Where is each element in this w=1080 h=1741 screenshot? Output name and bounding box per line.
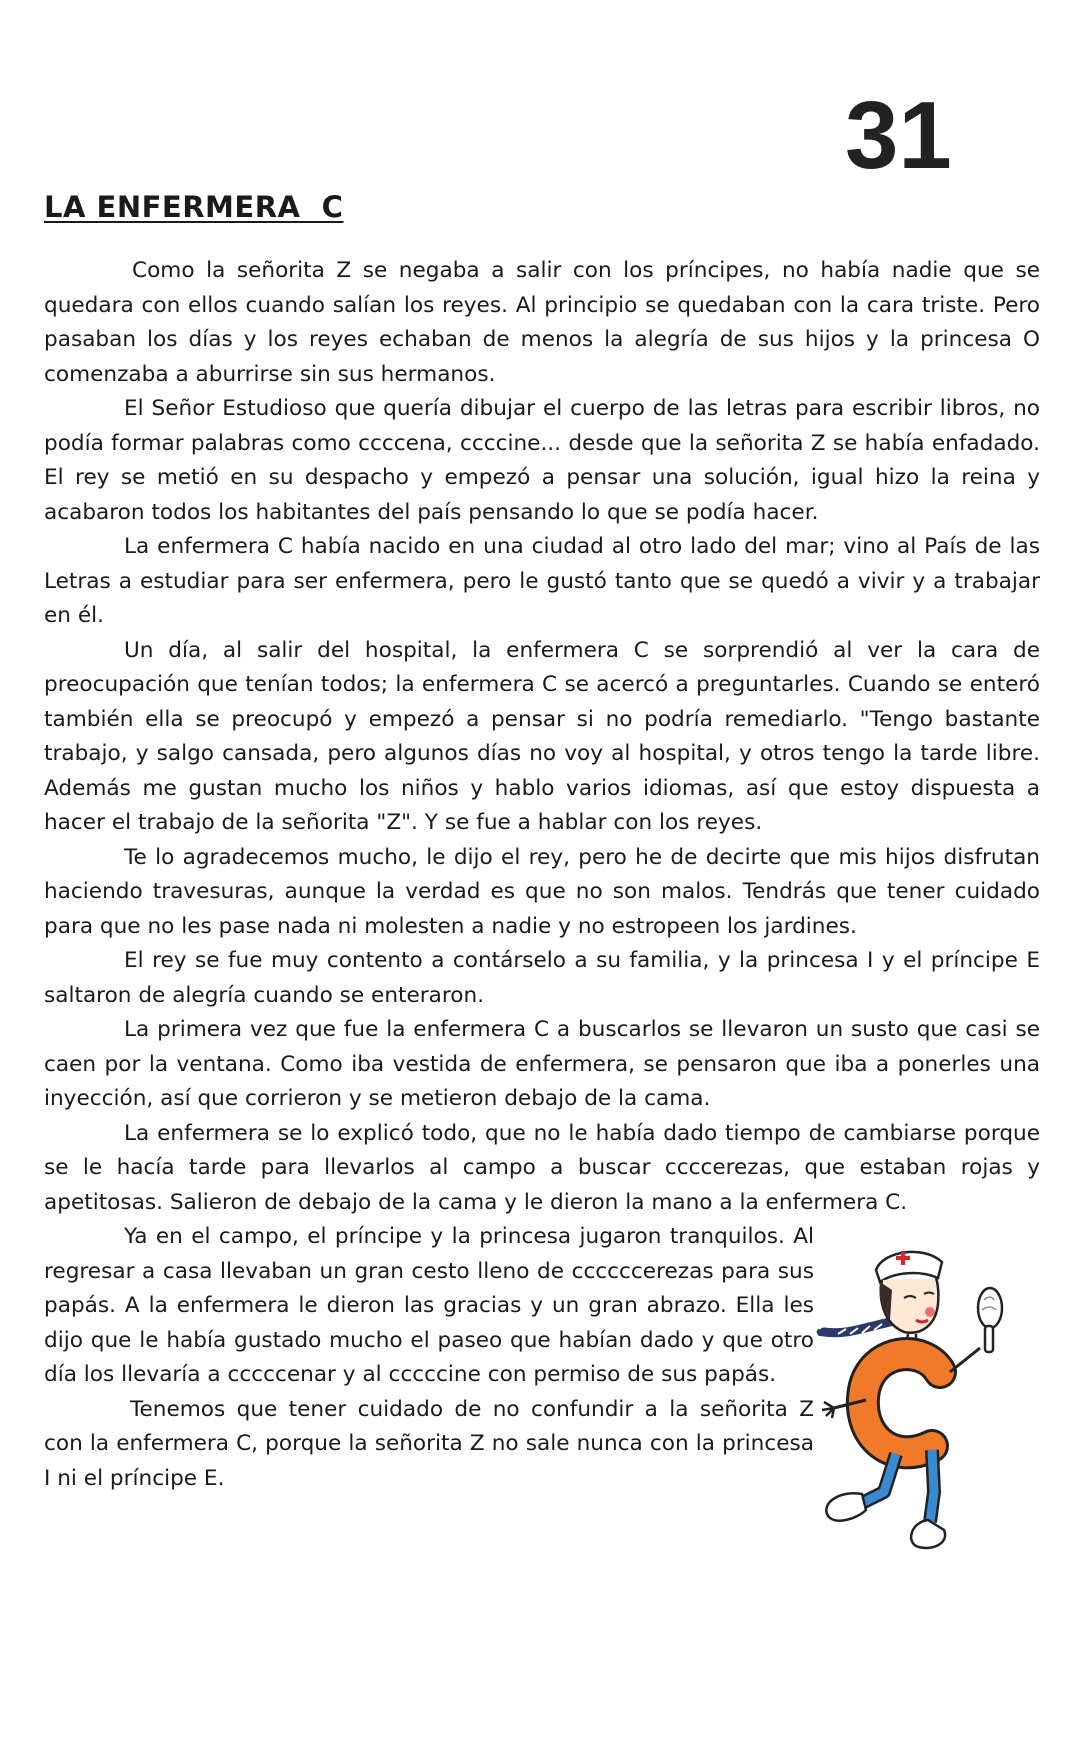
hand-mirror-icon xyxy=(950,1288,1002,1372)
paragraph-4: Un día, al salir del hospital, la enfermera C se sorprendió al ver la cara de preocupación que tenían todos; la enfermera C se acercó a preguntarles. Cuando se enteró también ella se preocupó y empezó a pensar si no podría remediarlo. "Tengo bastante trabajo, y salgo cansada, pero algunos días no voy al hospital, y otros tengo la tarde libre. Además me gustan mucho los niños y hablo varios idiomas, así que estoy dispuesta a hacer el trabajo de la señorita "Z". Y se fue a hablar con los reyes. xyxy=(44,637,1040,835)
story-title: LA ENFERMERA C xyxy=(44,190,344,224)
paragraph-10: Tenemos que tener cuidado de no confundir a la señorita Z con la enfermera C, porque la señorita Z no sale nunca con la princesa I ni el príncipe E. xyxy=(44,1396,814,1491)
letter-c-body-icon xyxy=(863,1354,940,1452)
paragraph-3: La enfermera C había nacido en una ciudad al otro lado del mar; vino al País de las Letras a estudiar para ser enfermera, pero le gustó tanto que se quedó a vivir y a trabajar en él. xyxy=(44,534,1040,628)
paragraph-1: Como la señorita Z se negaba a salir con los príncipes, no había nadie que se quedara con ellos cuando salían los reyes. Al principio se quedaban con la cara triste. Pero pasaban los días y los reyes echaban de menos la alegría de sus hijos y la princesa O comenzaba a aburrirse sin sus hermanos. xyxy=(44,258,1040,387)
nurse-cap-icon xyxy=(876,1251,942,1282)
paragraph-2: El Señor Estudioso que quería dibujar el cuerpo de las letras para escribir libros, no podía formar palabras como ccccena, ccccine... desde que la señorita Z se había enfadado. El rey se metió en su despacho y empezó a pensar una solución, igual hizo la reina y acabaron todos los habitantes del país pensando lo que se podía hacer. xyxy=(44,396,1040,525)
page-number: 31 xyxy=(845,82,952,189)
paragraph-9: Ya en el campo, el príncipe y la princesa jugaron tranquilos. Al regresar a casa llevaban un gran cesto lleno de ccccccerezas para sus papás. A la enfermera le dieron las gracias y un gran abrazo. Ella les dijo que le había gustado mucho el paseo que habían dado y que otro día los llevaría a cccccenar y al cccccine con permiso de sus papás. xyxy=(44,1224,814,1387)
paragraph-5: Te lo agradecemos mucho, le dijo el rey, pero he de decirte que mis hijos disfrutan haciendo travesuras, aunque la verdad es que no son malos. Tendrás que tener cuidado para que no les pase nada ni molesten a nadie y no estropeen los jardines. xyxy=(44,844,1040,939)
paragraph-8: La enfermera se lo explicó todo, que no le había dado tiempo de cambiarse porque se le hacía tarde para llevarlos al campo a buscar ccccerezas, que estaban rojas y apetitosas. Salieron de debajo de la cama y le dieron la mano a la enfermera C. xyxy=(44,1120,1040,1215)
paragraph-7: La primera vez que fue la enfermera C a buscarlos se llevaron un susto que casi se caen por la ventana. Como iba vestida de enfermera, se pensaron que iba a ponerles una inyección, así que corrieron y se metieron debajo de la cama. xyxy=(44,1017,1040,1111)
nurse-letter-c-illustration xyxy=(812,1240,1042,1580)
paragraph-6: El rey se fue muy contento a contárselo a su familia, y la princesa I y el príncipe E saltaron de alegría cuando se enteraron. xyxy=(44,948,1040,1008)
braid-icon xyxy=(817,1322,890,1336)
